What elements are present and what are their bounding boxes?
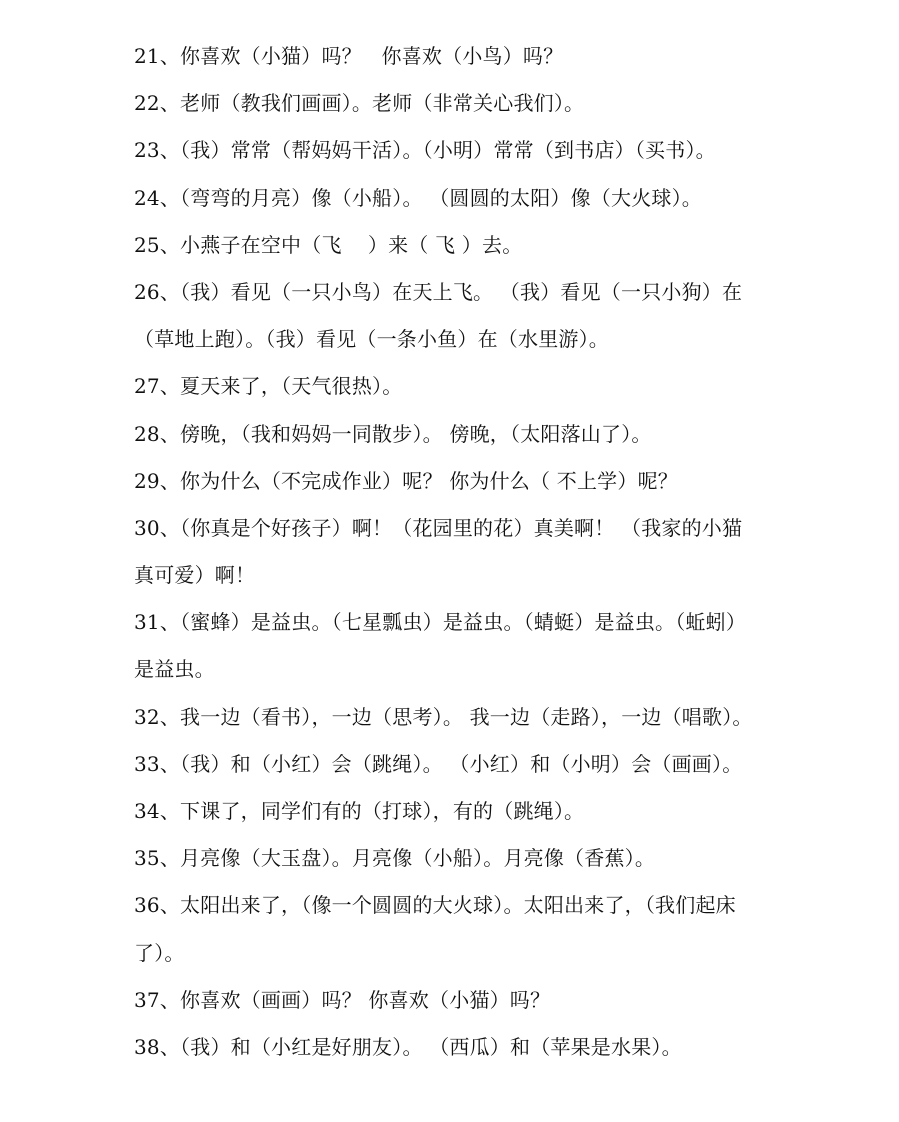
sentence-line: 28、傍晚，（我和妈妈一同散步）。 傍晚，（太阳落山了）。 — [134, 421, 652, 446]
sentence-line: 真可爱）啊！ — [134, 563, 256, 588]
document-body — [134, 33, 774, 1071]
sentence-line: 33、（我）和（小红）会（跳绳）。 （小红）和（小明）会（画画）。 — [134, 751, 743, 776]
sentence-line: 31、（蜜蜂）是益虫。（七星瓢虫）是益虫。（蜻蜓）是益虫。（蚯蚓） — [134, 610, 747, 635]
sentence-line: 24、（弯弯的月亮）像（小船）。 （圆圆的太阳）像（大火球）。 — [134, 185, 703, 210]
sentence-line: 38、（我）和（小红是好朋友）。 （西瓜）和（苹果是水果）。 — [134, 1034, 682, 1059]
sentence-line: 了）。 — [134, 940, 185, 965]
sentence-line: 是益虫。 — [134, 657, 215, 682]
sentence-line: 30、（你真是个好孩子）啊！（花园里的花）真美啊！ （我家的小猫 — [134, 515, 743, 540]
sentence-line: 36、太阳出来了，（像一个圆圆的大火球）。太阳出来了，（我们起床 — [134, 893, 736, 918]
sentence-line: 35、月亮像（大玉盘）。月亮像（小船）。月亮像（香蕉）。 — [134, 846, 656, 871]
sentence-line: 26、（我）看见（一只小鸟）在天上飞。 （我）看见（一只小狗）在 — [134, 279, 743, 304]
sentence-line: 32、我一边（看书），一边（思考）。 我一边（走路），一边（唱歌）。 — [134, 704, 753, 729]
sentence-line: 37、你喜欢（画画）吗？ 你喜欢（小猫）吗？ — [134, 987, 551, 1012]
sentence-line: 34、下课了，同学们有的（打球），有的（跳绳）。 — [134, 799, 585, 823]
sentence-line: 23、（我）常常（帮妈妈干活）。（小明）常常（到书店）（买书）。 — [134, 138, 716, 163]
sentence-line: 27、夏天来了，（天气很热）。 — [134, 374, 403, 399]
sentence-line: 25、小燕子在空中（飞 ）来（ 飞 ）去。 — [134, 232, 523, 257]
sentence-line: 22、老师（教我们画画）。老师（非常关心我们）。 — [134, 91, 585, 116]
sentence-line: 29、你为什么（不完成作业）呢？ 你为什么（ 不上学）呢？ — [134, 468, 678, 493]
sentence-line: 21、你喜欢（小猫）吗？ 你喜欢（小鸟）吗？ — [134, 44, 564, 68]
sentence-line: （草地上跑）。（我）看见（一条小鱼）在（水里游）。 — [134, 327, 609, 352]
